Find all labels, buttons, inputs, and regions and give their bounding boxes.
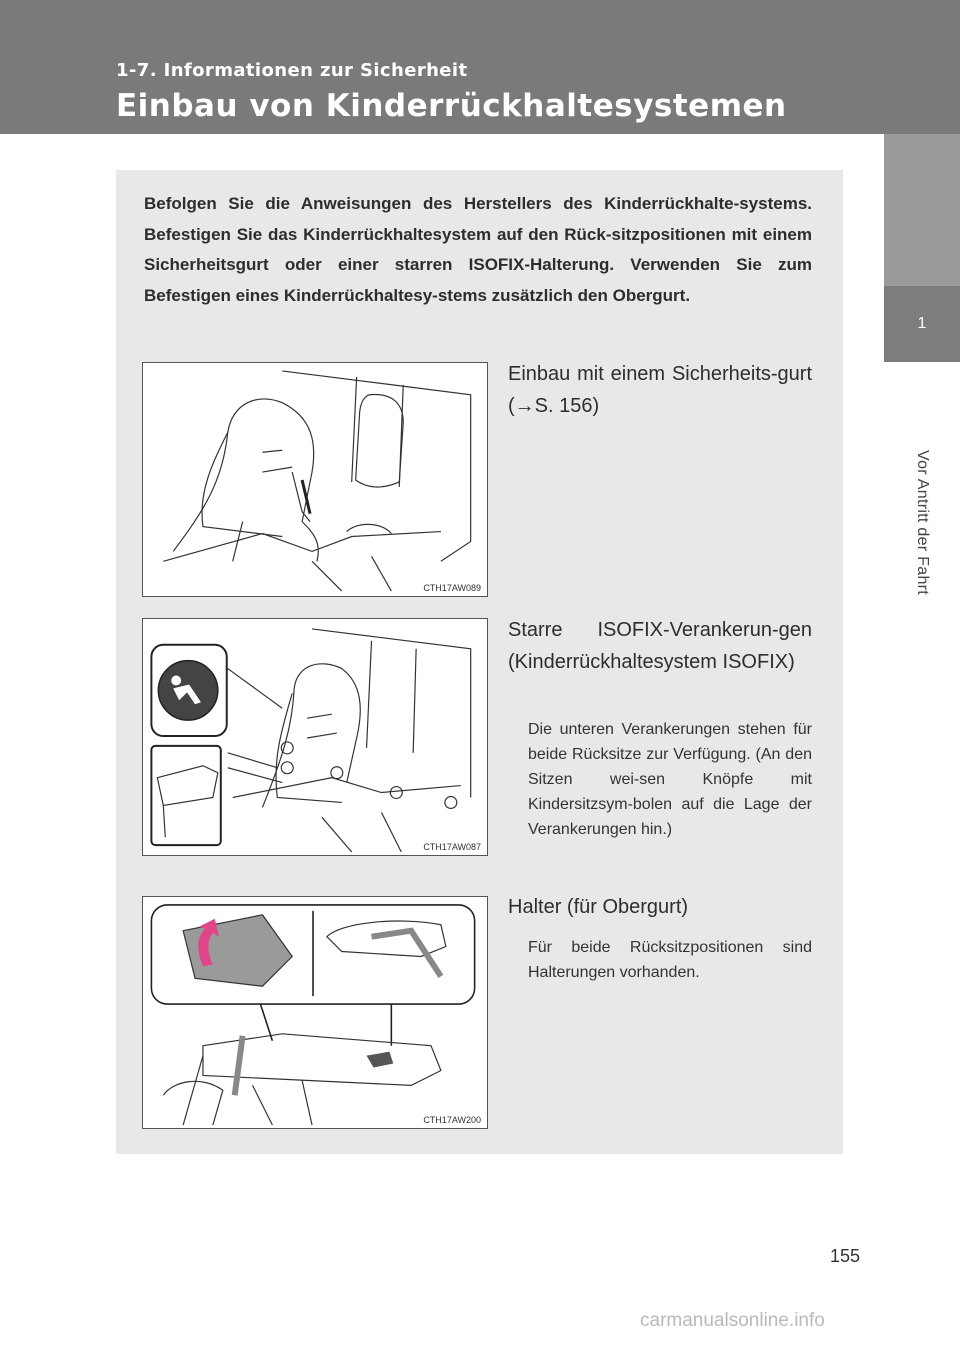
isofix-anchor-illustration bbox=[143, 619, 487, 855]
page-title: Einbau von Kinderrückhaltesystemen bbox=[116, 88, 787, 124]
item-body-isofix: Die unteren Verankerungen stehen für beide Rücksitze zur Verfügung. (An den Sitzen wei-sen Knöpfe mit Kindersitzsym-bolen auf die Lage der Verankerungen hin.) bbox=[528, 721, 812, 838]
tether-anchor-illustration bbox=[143, 897, 487, 1128]
item-title-tether: Halter (für Obergurt) bbox=[508, 896, 689, 918]
figure-code: CTH17AW087 bbox=[423, 842, 481, 852]
watermark: carmanualsonline.info bbox=[640, 1310, 825, 1331]
figure-seatbelt-install bbox=[142, 362, 488, 597]
chapter-tab-top bbox=[884, 134, 960, 286]
section-label: 1-7. Informationen zur Sicherheit bbox=[116, 60, 468, 81]
anchor-callout bbox=[151, 746, 220, 845]
item-title-isofix: Starre ISOFIX-Verankerun-gen (Kinderrückhaltesystem ISOFIX) bbox=[508, 619, 812, 673]
figure-code: CTH17AW200 bbox=[423, 1115, 481, 1125]
chapter-title: Vor Antritt der Fahrt bbox=[914, 450, 931, 596]
page-number: 155 bbox=[830, 1246, 861, 1266]
item-title-seatbelt: Einbau mit einem Sicherheits-gurt (→S. 156) bbox=[508, 363, 812, 417]
figure-isofix bbox=[142, 618, 488, 856]
figure-code: CTH17AW089 bbox=[423, 583, 481, 593]
figure-tether-anchor bbox=[142, 896, 488, 1129]
chapter-number: 1 bbox=[884, 286, 960, 362]
child-seat-seatbelt-illustration bbox=[143, 363, 487, 596]
intro-paragraph: Befolgen Sie die Anweisungen des Herstellers des Kinderrückhalte-systems. Befestigen Sie das Kinderrückhaltesystem auf den Rück-sitzpositionen mit einem Sicherheitsgurt oder einer starren ISOFIX-Halterung. Verwenden Sie zum Befestigen eines Kinderrückhaltesy-stems zusätzlich den Obergurt. bbox=[144, 194, 812, 305]
item-body-tether: Für beide Rücksitzpositionen sind Halterungen vorhanden. bbox=[528, 939, 812, 981]
page-header bbox=[0, 0, 960, 134]
